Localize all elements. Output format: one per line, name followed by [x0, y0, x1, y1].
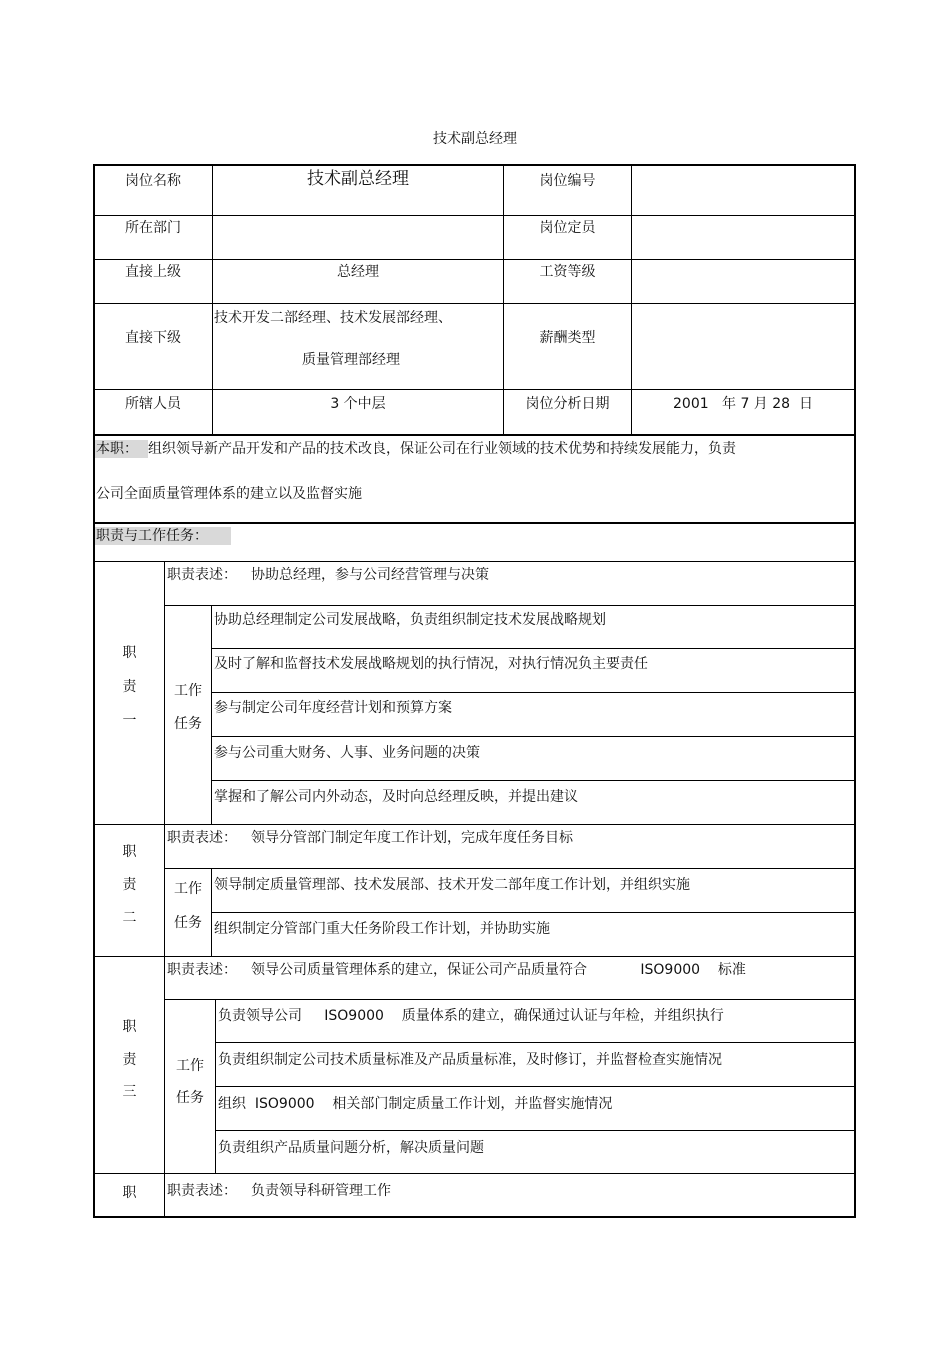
duty-1-char-1: 职	[122, 645, 137, 661]
duty-3-task-1: 负责领导公司 ISO9000 质量体系的建立，确保通过认证与年检，并组织执行	[218, 1008, 724, 1024]
duty-3-char-3: 三	[122, 1084, 137, 1100]
duty-2-tasks-label-2: 任务	[174, 915, 202, 931]
pay-type-label: 薪酬类型	[539, 330, 596, 346]
duty-1-task-5: 掌握和了解公司内外动态，及时向总经理反映，并提出建议	[214, 789, 578, 805]
duty-3-char-1: 职	[122, 1019, 137, 1035]
duty-3-task-3: 组织 ISO9000 相关部门制定质量工作计划，并监督实施情况	[218, 1096, 613, 1112]
post-name-label: 岗位名称	[125, 173, 181, 189]
page-title: 技术副总经理	[433, 131, 517, 147]
duty-3-task-4: 负责组织产品质量问题分析，解决质量问题	[218, 1140, 484, 1156]
duty-1-statement: 协助总经理，参与公司经营管理与决策	[251, 567, 489, 583]
duty-3-tasks-label-2: 任务	[176, 1090, 204, 1106]
duty-2-task-1: 领导制定质量管理部、技术发展部、技术开发二部年度工作计划，并组织实施	[214, 877, 690, 893]
dept-label: 所在部门	[125, 220, 181, 236]
analysis-date-value: 2001 年 7 月 28 日	[673, 396, 813, 412]
duties-header: 职责与工作任务：	[95, 527, 231, 545]
mission-line2: 公司全面质量管理体系的建立以及监督实施	[96, 486, 362, 502]
superior-label: 直接上级	[125, 264, 181, 280]
duty-4-statement-label: 职责表述：	[167, 1183, 237, 1199]
subordinate-value-line2: 质量管理部经理	[302, 352, 400, 368]
superior-value: 总经理	[337, 264, 379, 280]
subordinate-value-line1: 技术开发二部经理、技术发展部经理、	[214, 310, 452, 326]
duty-2-statement: 领导分管部门制定年度工作计划，完成年度任务目标	[251, 830, 573, 846]
duty-1-tasks-label-1: 工作	[174, 683, 202, 699]
duty-2-tasks-label-1: 工作	[174, 881, 202, 897]
post-no-label: 岗位编号	[539, 173, 596, 189]
salary-grade-label: 工资等级	[539, 264, 596, 280]
duty-2-char-2: 责	[122, 877, 137, 893]
duty-1-tasks-label-2: 任务	[174, 716, 202, 732]
duty-1-char-2: 责	[122, 679, 137, 695]
duty-3-statement: 领导公司质量管理体系的建立，保证公司产品质量符合 ISO9000 标准	[251, 962, 746, 978]
duty-3-tasks-label-1: 工作	[176, 1058, 204, 1074]
duty-2-task-2: 组织制定分管部门重大任务阶段工作计划，并协助实施	[214, 921, 550, 937]
duty-3-statement-label: 职责表述：	[167, 962, 237, 978]
duty-1-task-1: 协助总经理制定公司发展战略，负责组织制定技术发展战略规划	[214, 612, 606, 628]
duty-1-task-3: 参与制定公司年度经营计划和预算方案	[214, 700, 452, 716]
duty-4-statement: 负责领导科研管理工作	[251, 1183, 391, 1199]
subordinate-label: 直接下级	[125, 330, 181, 346]
duty-3-char-2: 责	[122, 1052, 137, 1068]
duty-1-task-4: 参与公司重大财务、人事、业务问题的决策	[214, 745, 480, 761]
duty-1-task-2: 及时了解和监督技术发展战略规划的执行情况，对执行情况负主要责任	[214, 656, 648, 672]
mission-line1: 组织领导新产品开发和产品的技术改良，保证公司在行业领域的技术优势和持续发展能力，负责	[148, 441, 736, 457]
mission-label: 本职：	[95, 440, 148, 458]
post-name-value: 技术副总经理	[307, 169, 409, 189]
duty-1-statement-label: 职责表述：	[167, 567, 237, 583]
duty-2-char-1: 职	[122, 844, 137, 860]
duty-1-char-3: 一	[122, 713, 137, 729]
analysis-date-label: 岗位分析日期	[525, 396, 610, 412]
quota-label: 岗位定员	[539, 220, 596, 236]
duty-4-char-1: 职	[122, 1185, 137, 1201]
duty-2-char-3: 二	[122, 910, 137, 926]
duty-2-statement-label: 职责表述：	[167, 830, 237, 846]
staff-value: 3 个中层	[330, 396, 386, 412]
duty-3-task-2: 负责组织制定公司技术质量标准及产品质量标准，及时修订，并监督检查实施情况	[218, 1052, 722, 1068]
staff-label: 所辖人员	[125, 396, 181, 412]
